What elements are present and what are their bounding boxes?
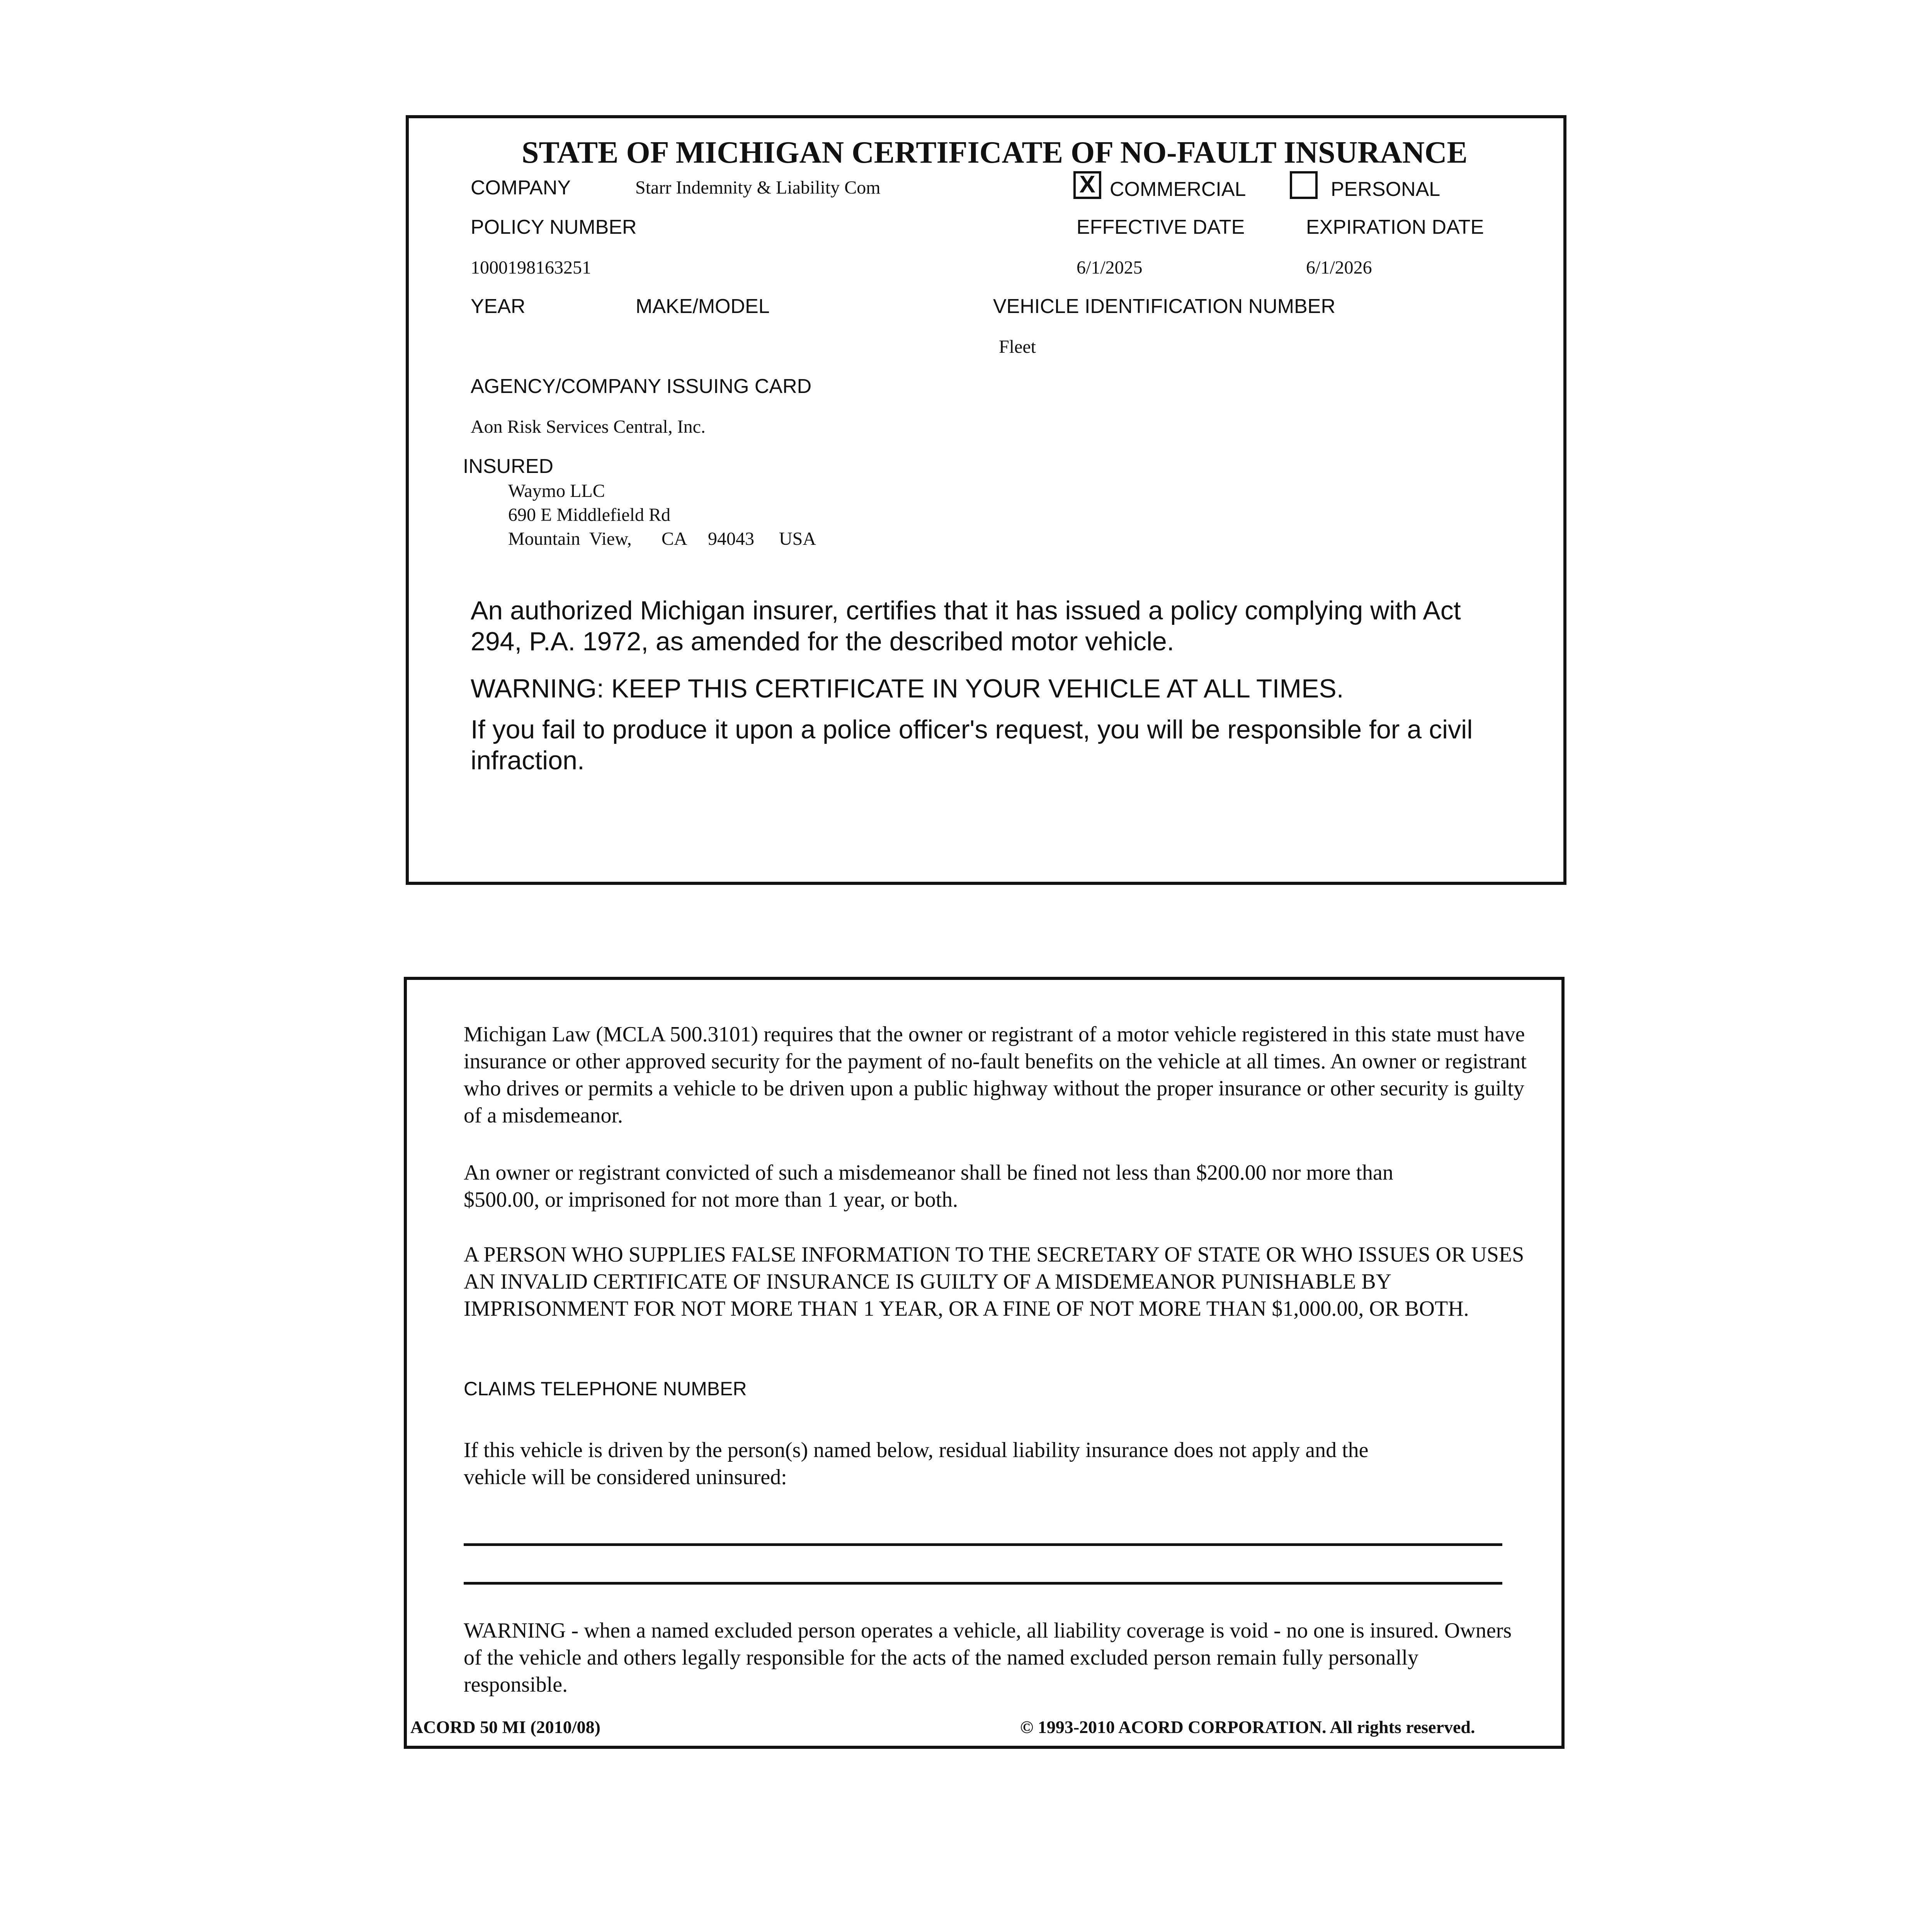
year-label: YEAR [471,295,526,318]
certification-statement: An authorized Michigan insurer, certifies that it has issued a policy complying with Act 294, P.A. 1972, as amended for the described motor vehicle. [471,596,1461,656]
claims-telephone-label: CLAIMS TELEPHONE NUMBER [464,1378,747,1400]
commercial-checkbox[interactable]: X [1073,171,1101,199]
effective-date-label: EFFECTIVE DATE [1077,216,1245,238]
false-information-paragraph: A PERSON WHO SUPPLIES FALSE INFORMATION TO THE SECRETARY OF STATE OR WHO ISSUES OR USES AN INVALID CERTIFICATE OF INSURANCE IS GUILTY OF A MISDEMEANOR PUNISHABLE BY IMPRISONMENT FOR NOT MORE THAN 1 YEAR, OR A FINE OF NOT MORE THAN $1,000.00, OR BOTH. [464,1243,1524,1321]
fine-paragraph: An owner or registrant convicted of such a misdemeanor shall be fined not less than $200.00 nor more than $500.00, or imprisoned for not more than 1 year, or both. [464,1161,1393,1212]
company-label: COMPANY [471,177,571,199]
form-id: ACORD 50 MI (2010/08) [410,1717,600,1737]
company-value: Starr Indemnity & Liability Com [635,177,881,198]
insured-state: CA [662,529,687,549]
vin-value: Fleet [999,337,1036,357]
certificate-title: STATE OF MICHIGAN CERTIFICATE OF NO-FAULT INSURANCE [522,136,1468,170]
agency-value: Aon Risk Services Central, Inc. [471,417,706,437]
commercial-label: COMMERCIAL [1110,178,1246,201]
excluded-person-line-1 [464,1543,1502,1546]
keep-in-vehicle-warning: WARNING: KEEP THIS CERTIFICATE IN YOUR VEHICLE AT ALL TIMES. [471,674,1344,703]
vin-label: VEHICLE IDENTIFICATION NUMBER [993,295,1336,318]
excluded-person-line-2 [464,1582,1502,1585]
michigan-law-paragraph: Michigan Law (MCLA 500.3101) requires that the owner or registrant of a motor vehicle registered in this state must have insurance or other approved security for the payment of no-fault benefits on the vehicle at all times. An owner or registrant who drives or permits a vehicle to be driven upon a public highway without the proper insurance or other security is guilty of a misdemeanor. [464,1022,1527,1128]
make-model-label: MAKE/MODEL [636,295,770,318]
agency-label: AGENCY/COMPANY ISSUING CARD [471,375,812,398]
personal-label: PERSONAL [1331,178,1440,201]
insured-name: Waymo LLC [508,481,605,501]
civil-infraction-notice: If you fail to produce it upon a police officer's request, you will be responsible for a civil infraction. [471,715,1473,775]
personal-checkbox[interactable] [1290,171,1318,199]
insured-label: INSURED [463,455,554,478]
insured-street: 690 E Middlefield Rd [508,505,670,525]
copyright-notice: © 1993-2010 ACORD CORPORATION. All rights reserved. [1020,1717,1475,1737]
insured-zip: 94043 [708,529,754,549]
insured-city: Mountain View, [508,529,632,549]
policy-number-label: POLICY NUMBER [471,216,637,238]
excluded-driver-intro: If this vehicle is driven by the person(s) named below, residual liability insurance does not apply and the vehicle will be considered uninsured: [464,1438,1369,1489]
excluded-person-warning: WARNING - when a named excluded person operates a vehicle, all liability coverage is void - no one is insured. Owners of the vehicle and others legally responsible for the acts of the named excluded person remain fully personally responsible. [464,1619,1512,1697]
policy-number-value: 1000198163251 [471,257,591,278]
insured-country: USA [779,529,816,549]
effective-date-value: 6/1/2025 [1077,257,1143,278]
expiration-date-label: EXPIRATION DATE [1306,216,1484,238]
expiration-date-value: 6/1/2026 [1306,257,1372,278]
